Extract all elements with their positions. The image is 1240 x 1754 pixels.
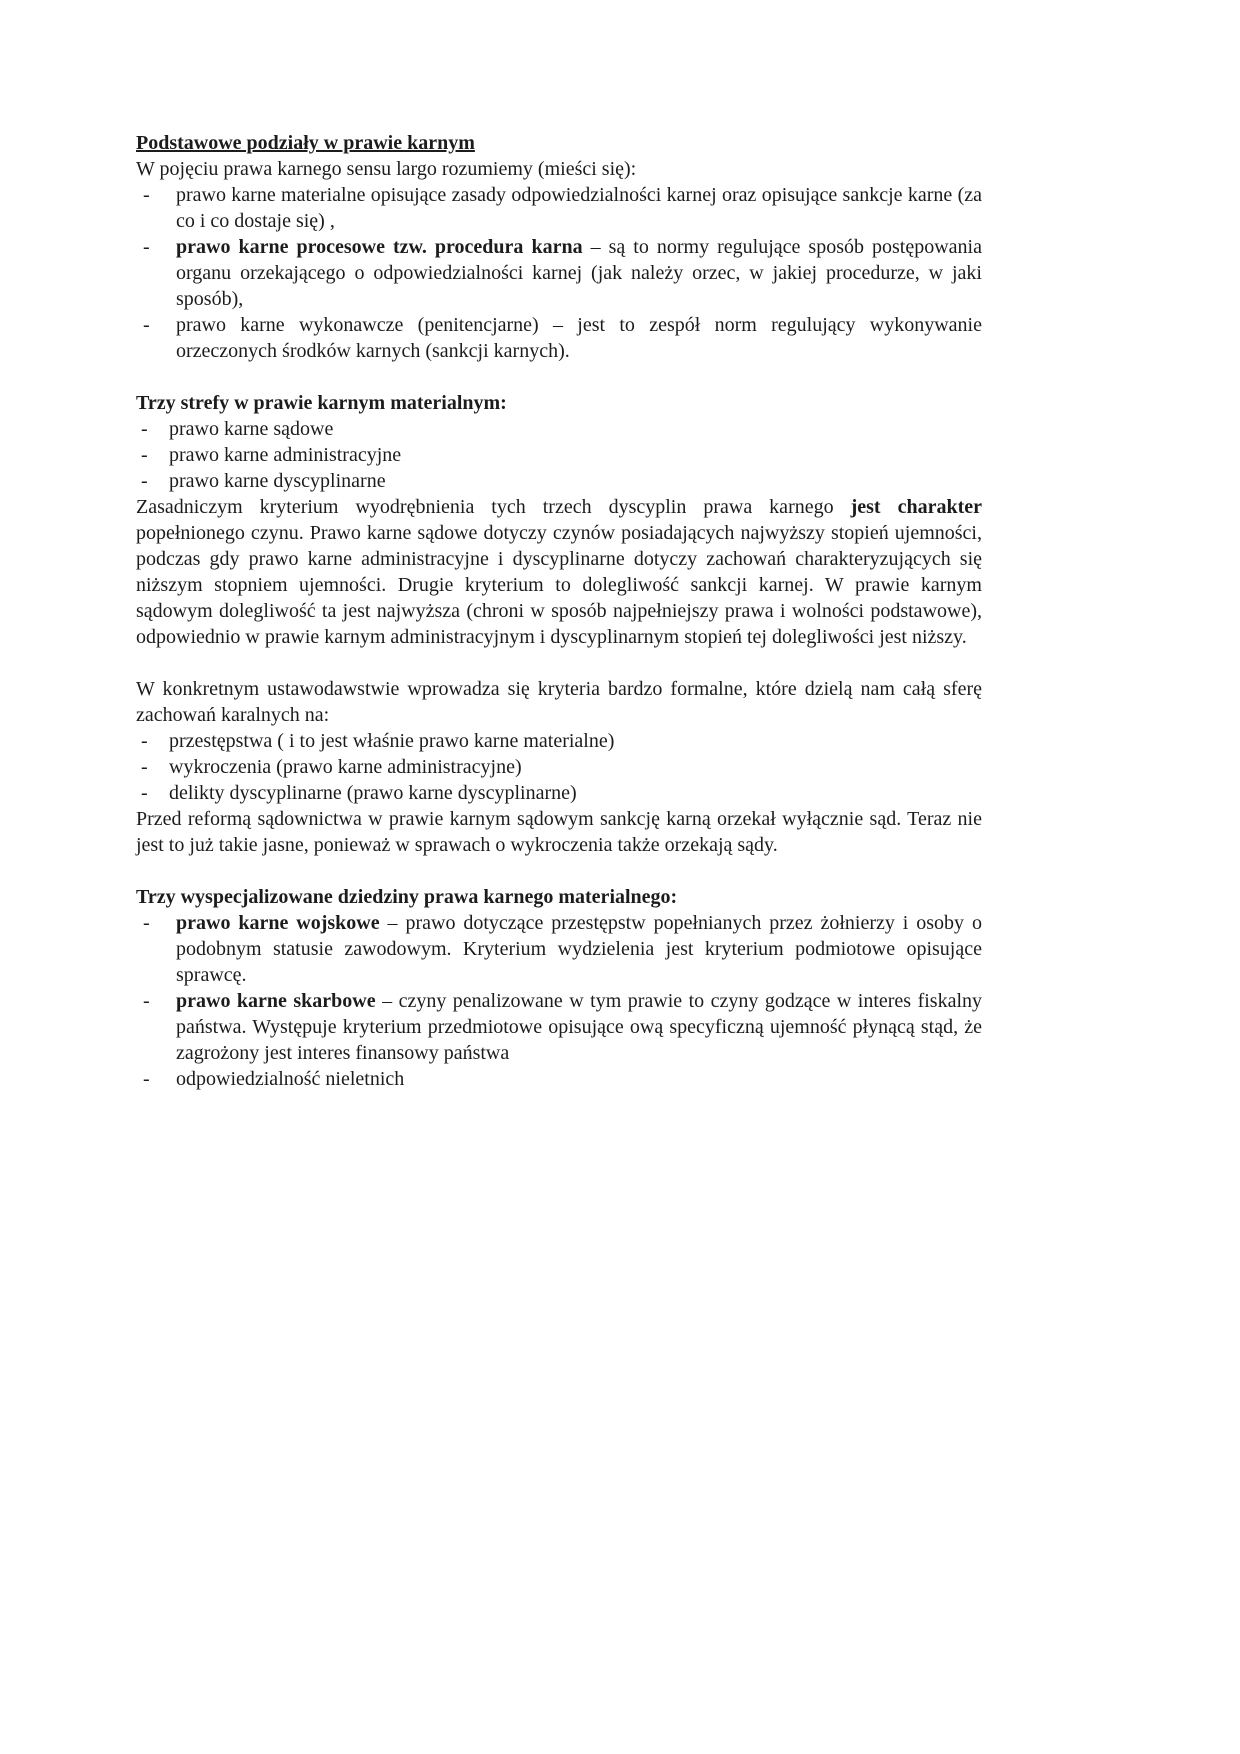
list-item-text: odpowiedzialność nieletnich: [176, 1068, 405, 1090]
list-item: [136, 754, 982, 780]
list-item-bold-text: prawo karne procesowe tzw. procedura karna: [176, 236, 583, 258]
list-item-rest-text: – prawo dotyczące przestępstw popełnianych przez żołnierzy i osoby o podobnym statusie zawodowym. Kryterium wydzielenia jest kryterium podmiotowe opisujące sprawcę.: [176, 912, 982, 986]
list-item: [136, 416, 982, 442]
list-item-rest-text: – czyny penalizowane w tym prawie to czyny godzące w interes fiskalny państwa. Występuje kryterium przedmiotowe opisujące ową specyficzną ujemność płynącą stąd, że zagrożony jest interes finansowy państwa: [176, 990, 983, 1064]
reform-paragraph: Przed reformą sądownictwa w prawie karnym sądowym sankcję karną orzekał wyłącznie sąd. Teraz nie jest to już takie jasne, ponieważ w sprawach o wykroczenia także orzekają sądy.: [136, 808, 982, 856]
list-item: [136, 1066, 982, 1092]
list-item-text: prawo karne materialne opisujące zasady odpowiedzialności karnej oraz opisujące sankcje karne (za co i co dostaje się) ,: [176, 184, 982, 232]
intro-paragraph: W pojęciu prawa karnego sensu largo rozumiemy (mieści się):: [136, 158, 637, 180]
list-item-bold-text: prawo karne wojskowe: [176, 912, 380, 934]
bullet-dash: -: [143, 912, 150, 934]
bullet-dash: -: [143, 990, 150, 1012]
list-item-bold-text: prawo karne skarbowe: [176, 990, 376, 1012]
list-item-text: prawo karne sądowe: [169, 418, 334, 440]
list-item-text: [176, 988, 982, 1066]
list-item-text: prawo karne dyscyplinarne: [169, 470, 386, 492]
bullet-dash: -: [141, 444, 148, 466]
list-item-text: [176, 910, 982, 988]
bullet-dash: -: [141, 756, 148, 778]
bullet-dash: -: [141, 782, 148, 804]
specialized-branches-list: [136, 910, 982, 1092]
list-item-text: przestępstwa ( i to jest właśnie prawo karne materialne): [169, 730, 615, 752]
bullet-dash: -: [143, 314, 150, 336]
document-title: Podstawowe podziały w prawie karnym: [136, 132, 475, 154]
paragraph-bold-text: jest charakter: [850, 496, 982, 518]
paragraph-text: popełnionego czynu. Prawo karne sądowe dotyczy czynów posiadających najwyższy stopień ujemności, podczas gdy prawo karne administracyjne i dyscyplinarne dotyczy zachowań charakteryzujących się niższym stopniem ujemności. Drugie kryterium to dolegliwość sankcji karnej. W prawie karnym sądowym dolegliwość ta jest najwyższa (chroni w sposób najpełniejszy prawa i wolności podstawowe), odpowiednio w prawie karnym administracyjnym i dyscyplinarnym stopień tej dolegliwości jest niższy.: [136, 522, 982, 648]
list-item: [136, 910, 982, 988]
bullet-dash: -: [143, 1068, 150, 1090]
bullet-dash: -: [143, 236, 150, 258]
bullet-dash: -: [141, 470, 148, 492]
list-item: [136, 312, 982, 364]
bullet-dash: -: [141, 730, 148, 752]
formal-criteria-list: [136, 728, 982, 806]
list-item-text: prawo karne administracyjne: [169, 444, 402, 466]
list-item: [136, 468, 982, 494]
bullet-dash: -: [143, 184, 150, 206]
spacer: [136, 364, 982, 390]
list-item: [136, 182, 982, 234]
spacer: [136, 858, 982, 884]
document-content: [136, 130, 982, 1092]
list-item: [136, 728, 982, 754]
sensu-largo-list: [136, 182, 982, 364]
list-item-text: wykroczenia (prawo karne administracyjne): [169, 756, 522, 778]
list-item: [136, 442, 982, 468]
formal-criteria-paragraph: W konkretnym ustawodawstwie wprowadza się kryteria bardzo formalne, które dzielą nam całą sferę zachowań karalnych na:: [136, 678, 982, 726]
spacer: [136, 650, 982, 676]
list-item: [136, 988, 982, 1066]
criteria-paragraph: [136, 494, 982, 650]
list-item-rest-text: – są to normy regulujące sposób postępowania organu orzekającego o odpowiedzialności karnej (jak należy orzec, w jakiej procedurze, w jaki sposób),: [176, 236, 982, 310]
list-item: [136, 234, 982, 312]
list-item-text: [176, 234, 982, 312]
section-heading-trzy-strefy: Trzy strefy w prawie karnym materialnym:: [136, 392, 507, 414]
section-heading-trzy-wyspecjalizowane: Trzy wyspecjalizowane dziedziny prawa karnego materialnego:: [136, 886, 678, 908]
list-item: [136, 780, 982, 806]
list-item-text: delikty dyscyplinarne (prawo karne dyscyplinarne): [169, 782, 577, 804]
trzy-strefy-list: [136, 416, 982, 494]
paragraph-text: Zasadniczym kryterium wyodrębnienia tych trzech dyscyplin prawa karnego: [136, 496, 851, 518]
bullet-dash: -: [141, 418, 148, 440]
list-item-text: prawo karne wykonawcze (penitencjarne) – jest to zespół norm regulujący wykonywanie orzeczonych środków karnych (sankcji karnych).: [176, 314, 982, 362]
